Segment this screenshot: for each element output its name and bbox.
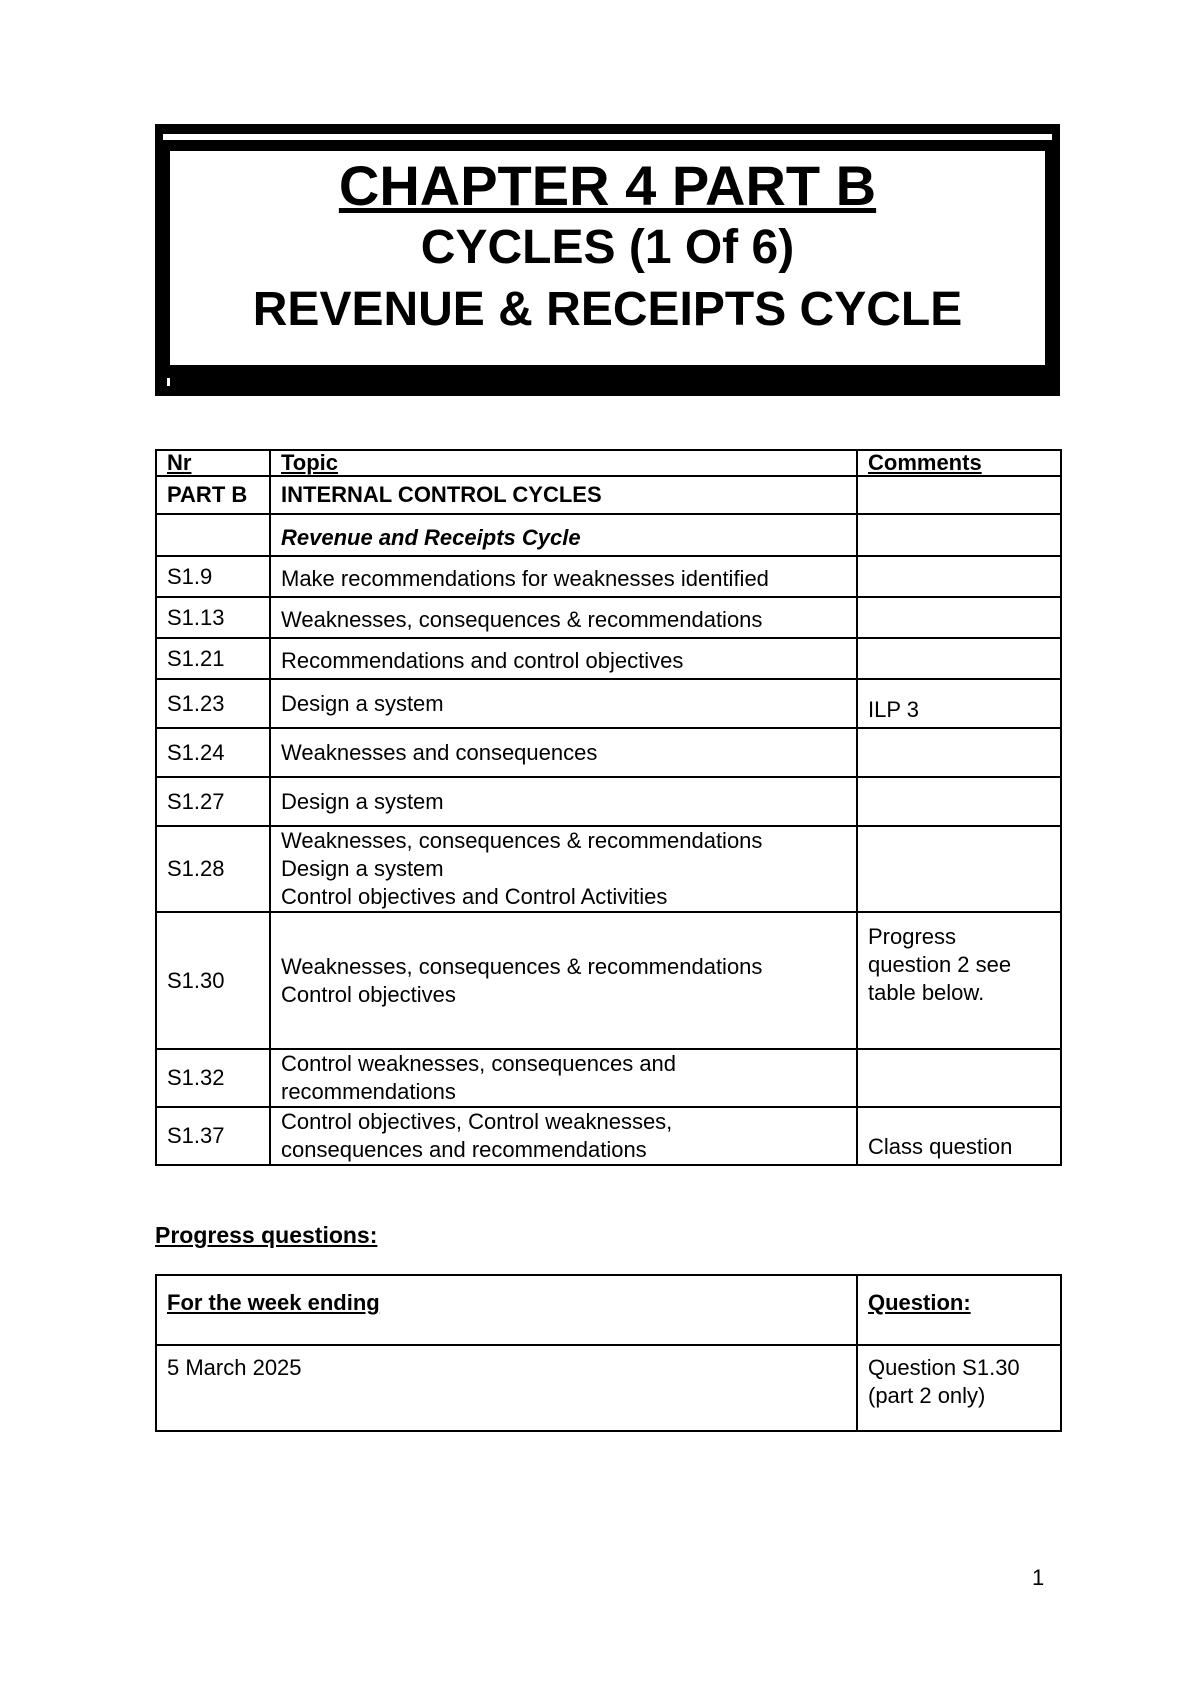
table-row — [156, 476, 1061, 514]
row-nr: S1.23 — [156, 679, 270, 728]
topic-line: Weaknesses, consequences & recommendations — [281, 828, 763, 853]
topic-line: recommendations — [281, 1079, 456, 1104]
table-row — [156, 1107, 1061, 1165]
comment-line: question 2 see — [868, 952, 1012, 977]
table-header-row — [156, 450, 1061, 476]
title-box-mark — [167, 378, 170, 386]
cycle-name-subtitle: REVENUE & RECEIPTS CYCLE — [252, 283, 963, 336]
progress-header-row — [156, 1275, 1061, 1345]
row-topic: INTERNAL CONTROL CYCLES — [270, 476, 857, 514]
row-nr: S1.13 — [156, 597, 270, 638]
comment-line: table below. — [868, 980, 985, 1005]
topic-line: Control objectives and Control Activities — [281, 884, 668, 909]
row-comments — [857, 476, 1061, 514]
table-row — [156, 777, 1061, 826]
question-value — [857, 1345, 1061, 1431]
table-row — [156, 679, 1061, 728]
topic-line: Control weaknesses, consequences and — [281, 1051, 677, 1076]
table-row — [156, 826, 1061, 912]
topics-table — [155, 449, 1062, 1166]
table-row — [156, 638, 1061, 679]
header-comments: Comments — [857, 450, 1061, 476]
row-comments — [857, 597, 1061, 638]
table-row — [156, 1049, 1061, 1107]
row-topic: Recommendations and control objectives — [270, 638, 857, 679]
row-nr: S1.30 — [156, 912, 270, 1049]
chapter-title-box — [155, 124, 1060, 396]
row-nr: S1.9 — [156, 556, 270, 597]
table-row — [156, 597, 1061, 638]
row-comments — [857, 728, 1061, 777]
row-topic: Make recommendations for weaknesses identified — [270, 556, 857, 597]
row-nr: S1.37 — [156, 1107, 270, 1165]
header-topic: Topic — [270, 450, 857, 476]
row-topic: Revenue and Receipts Cycle — [270, 514, 857, 556]
page-number: 1 — [1032, 1565, 1045, 1590]
question-line: (part 2 only) — [868, 1383, 986, 1408]
row-topic — [270, 912, 857, 1049]
header-nr: Nr — [156, 450, 270, 476]
topic-line: consequences and recommendations — [281, 1137, 647, 1162]
row-comments: ILP 3 — [857, 679, 1061, 728]
table-row — [156, 556, 1061, 597]
row-comments — [857, 826, 1061, 912]
table-row — [156, 514, 1061, 556]
progress-row — [156, 1345, 1061, 1431]
row-nr: S1.24 — [156, 728, 270, 777]
row-comments — [857, 777, 1061, 826]
topic-line: Weaknesses, consequences & recommendations — [281, 953, 763, 979]
row-nr: S1.28 — [156, 826, 270, 912]
table-row — [156, 912, 1061, 1049]
row-comments — [857, 556, 1061, 597]
comment-line: Progress — [868, 924, 957, 949]
row-nr: S1.21 — [156, 638, 270, 679]
row-comments — [857, 1049, 1061, 1107]
row-comments: Class question — [857, 1107, 1061, 1165]
title-box-top-rule — [163, 134, 1052, 140]
row-nr: S1.32 — [156, 1049, 270, 1107]
cycles-subtitle: CYCLES (1 Of 6) — [420, 221, 795, 274]
row-nr — [156, 514, 270, 556]
chapter-title: CHAPTER 4 PART B — [338, 154, 877, 217]
row-topic: Design a system — [270, 679, 857, 728]
topic-line: Control objectives, Control weaknesses, — [281, 1109, 673, 1134]
row-topic — [270, 1107, 857, 1165]
row-nr: PART B — [156, 476, 270, 514]
row-comments — [857, 638, 1061, 679]
row-topic: Weaknesses, consequences & recommendations — [270, 597, 857, 638]
table-row — [156, 728, 1061, 777]
row-topic — [270, 826, 857, 912]
topic-line: Control objectives — [281, 981, 456, 1007]
row-topic: Weaknesses and consequences — [270, 728, 857, 777]
progress-questions-table — [155, 1274, 1062, 1432]
row-topic — [270, 1049, 857, 1107]
chapter-title-panel — [167, 148, 1048, 368]
progress-questions-heading: Progress questions: — [155, 1222, 378, 1248]
header-question: Question: — [857, 1275, 1061, 1345]
row-comments — [857, 912, 1061, 1049]
header-week-ending: For the week ending — [156, 1275, 857, 1345]
row-nr: S1.27 — [156, 777, 270, 826]
row-comments — [857, 514, 1061, 556]
topic-line: Design a system — [281, 856, 444, 881]
row-topic: Design a system — [270, 777, 857, 826]
week-ending-value: 5 March 2025 — [156, 1345, 857, 1431]
question-line: Question S1.30 — [868, 1355, 1020, 1380]
